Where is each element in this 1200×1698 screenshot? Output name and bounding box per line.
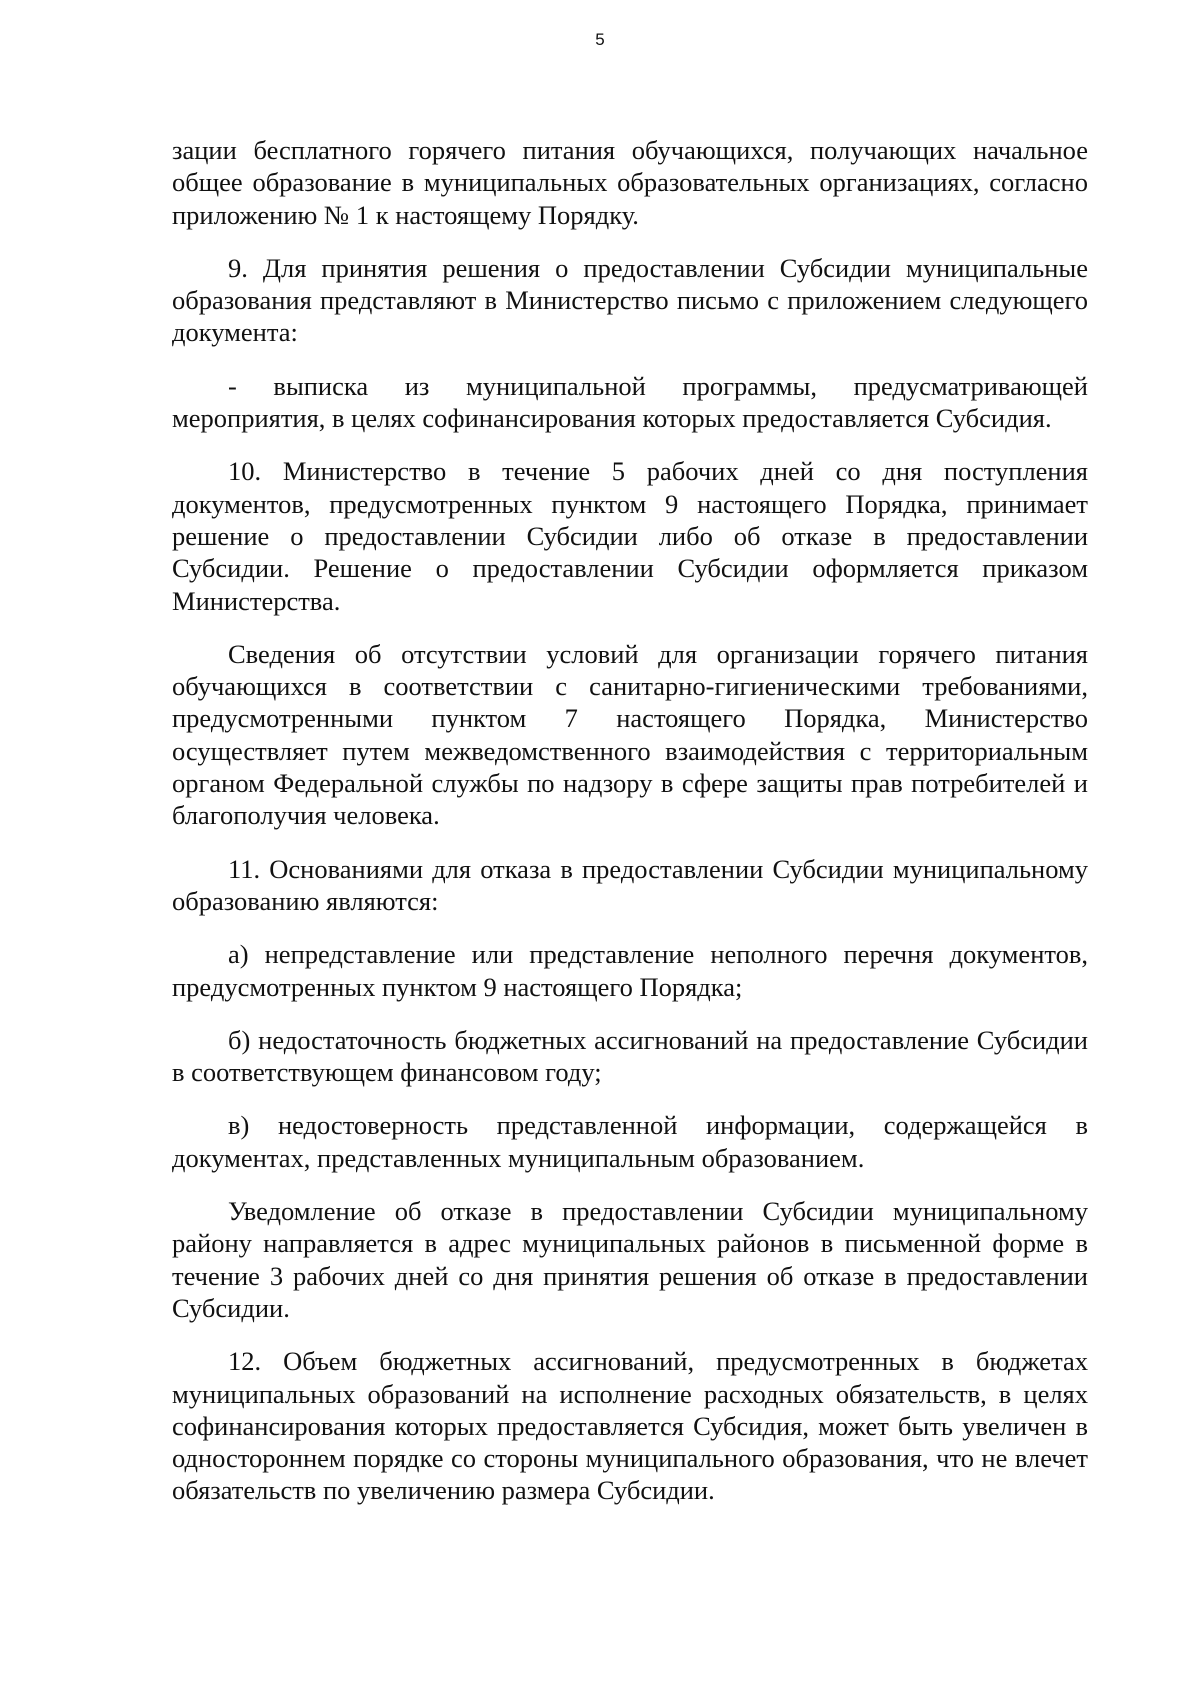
document-body bbox=[172, 134, 1088, 1528]
paragraph-item-10-info: Сведения об отсутствии условий для организации горячего питания обучающихся в соответствии с санитарно-гигиеническими требованиями, предусмотренными пунктом 7 настоящего Порядка, Министерство осуществляет путем межведомственного взаимодействия с территориальным органом Федеральной службы по надзору в сфере защиты прав потребителей и благополучия человека. bbox=[172, 638, 1088, 831]
paragraph-item-11-a: а) непредставление или представление неполного перечня документов, предусмотренных пунктом 9 настоящего Порядка; bbox=[172, 939, 1088, 1002]
paragraph-continuation: зации бесплатного горячего питания обучающихся, получающих начальное общее образование в муниципальных образовательных организациях, согласно приложению № 1 к настоящему Порядку. bbox=[172, 135, 1088, 230]
paragraph-item-11-notice: Уведомление об отказе в предоставлении Субсидии муниципальному району направляется в адрес муниципальных районов в письменной форме в течение 3 рабочих дней со дня принятия решения об отказе в предоставлении Субсидии. bbox=[172, 1196, 1088, 1323]
paragraph-item-11: 11. Основаниями для отказа в предоставлении Субсидии муниципальному образованию являются: bbox=[172, 853, 1088, 916]
paragraph-item-11-c: в) недостоверность представленной информации, содержащейся в документах, представленных муниципальным образованием. bbox=[172, 1110, 1088, 1173]
paragraph-item-9-list: - выписка из муниципальной программы, предусматривающей мероприятия, в целях софинансирования которых предоставляется Субсидия. bbox=[172, 370, 1088, 434]
paragraph-item-11-b: б) недостаточность бюджетных ассигнований на предоставление Субсидии в соответствующем финансовом году; bbox=[172, 1024, 1088, 1088]
page-number: 5 bbox=[595, 30, 605, 49]
paragraph-item-9: 9. Для принятия решения о предоставлении Субсидии муниципальные образования представляют в Министерство письмо с приложением следующего документа: bbox=[172, 252, 1088, 348]
paragraph-item-12: 12. Объем бюджетных ассигнований, предусмотренных в бюджетах муниципальных образований на исполнение расходных обязательств, в целях софинансирования которых предоставляется Субсидия, может быть увеличен в одностороннем порядке со стороны муниципального образования, что не влечет обязательств по увеличению размера Субсидии. bbox=[172, 1346, 1088, 1506]
paragraph-item-10: 10. Министерство в течение 5 рабочих дней со дня поступления документов, предусмотренных пунктом 9 настоящего Порядка, принимает решение о предоставлении Субсидии либо об отказе в предоставлении Субсидии. Решение о предоставлении Субсидии оформляется приказом Министерства. bbox=[172, 456, 1088, 616]
